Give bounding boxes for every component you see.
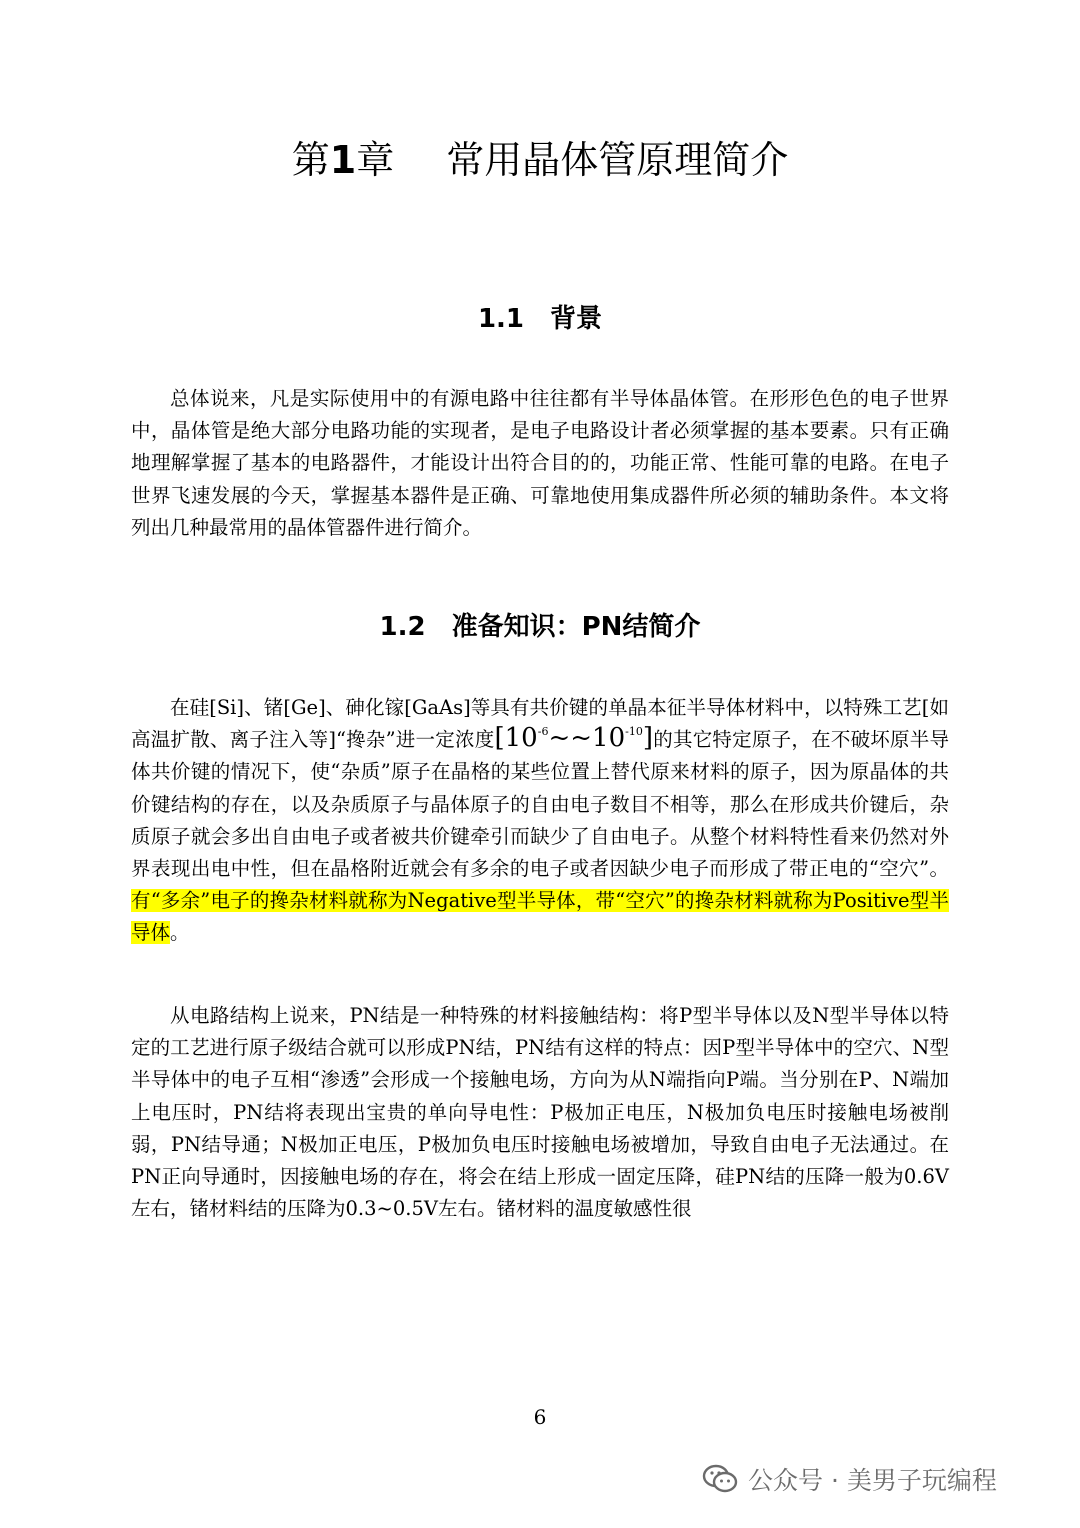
watermark [702, 1459, 997, 1499]
chapter-prefix: 第 [291, 138, 330, 182]
section-heading-1-1 [0, 301, 1080, 337]
chapter-title [0, 132, 1080, 188]
chapter-number: 1 [329, 138, 357, 182]
section-title: 准备知识：PN结简介 [451, 612, 701, 642]
wechat-icon [702, 1463, 738, 1495]
concentration-range: $[10^{-6}\sim\sim 10^{-10}]$ [494, 723, 653, 754]
section-title: 背景 [550, 304, 603, 334]
chapter-suffix: 章 [356, 138, 395, 182]
pn-paragraph-2: 从电路结构上说来，PN结是一种特殊的材料接触结构：将P型半导体以及N型半导体以特定的工艺进行原子级结合就可以形成PN结，PN结有这样的特点：因P型半导体中的空穴、N型半导体中的电子互相“渗透”会形成一个接触电场，方向为从N端指向P端。当分别在P、N端加上电压时，PN结将表现出宝贵的单向导电性：P极加正电压，N极加负电压时接触电场被削弱，PN结导通；N极加正电压，P极加负电压时接触电场被增加，导致自由电子无法通过。在PN正向导通时，因接触电场的存在，将会在结上形成一固定压降，硅PN结的压降一般为0.6V左右，锗材料结的压降为0.3~0.5V左右。锗材料的温度敏感性很 [131, 1004, 949, 1221]
section-heading-1-2 [0, 609, 1080, 645]
section-number: 1.1 [477, 304, 525, 334]
chapter-name: 常用晶体管原理简介 [446, 138, 789, 182]
watermark-text: 公众号 · 美男子玩编程 [748, 1466, 997, 1495]
highlighted-definition: 有“多余”电子的搀杂材料就称为Negative型半导体，带“空穴”的搀杂材料就称为Positive型半导体 [131, 889, 949, 945]
text-before-range: 在硅[Si]、锗[Ge]、砷化镓[GaAs]等具有共价键的单晶本征半导体材料中，以特殊工艺[如高温扩散、离子注入等]“搀杂”进一定浓度 [131, 696, 949, 752]
section-number: 1.2 [379, 612, 426, 642]
page-number: 6 [533, 1405, 547, 1429]
pn-paragraph-1: 在硅[Si]、锗[Ge]、砷化镓[GaAs]等具有共价键的单晶本征半导体材料中，以特殊工艺[如高温扩散、离子注入等]“搀杂”进一定浓度$[10^{-6}\sim\sim 10^{-10}]$的其它特定原子，在不破坏原半导体共价键的情况下，使“杂质”原子在晶格的某些位置上替代原来材料的原子，因为原晶体的共价键结构的存在，以及杂质原子与晶体原子的自由电子数目不相等，那么在形成共价键后，杂质原子就会多出自由电子或者被共价键牵引而缺少了自由电子。从整个材料特性看来仍然对外界表现出电中性，但在晶格附近就会有多余的电子或者因缺少电子而形成了带正电的“空穴”。有“多余”电子的搀杂材料就称为Negative型半导体，带“空穴”的搀杂材料就称为Positive型半导体。 [131, 696, 949, 945]
text-after-range: 的其它特定原子，在不破坏原半导体共价键的情况下，使“杂质”原子在晶格的某些位置上替代原来材料的原子，因为原晶体的共价键结构的存在，以及杂质原子与晶体原子的自由电子数目不相等，那么在形成共价键后，杂质原子就会多出自由电子或者被共价键牵引而缺少了自由电子。从整个材料特性看来仍然对外界表现出电中性，但在晶格附近就会有多余的电子或者因缺少电子而形成了带正电的“空穴”。 [131, 728, 949, 881]
background-paragraph: 总体说来，凡是实际使用中的有源电路中往往都有半导体晶体管。在形形色色的电子世界中，晶体管是绝大部分电路功能的实现者，是电子电路设计者必须掌握的基本要素。只有正确地理解掌握了基本的电路器件，才能设计出符合目的的，功能正常、性能可靠的电路。在电子世界飞速发展的今天，掌握基本器件是正确、可靠地使用集成器件所必须的辅助条件。本文将列出几种最常用的晶体管器件进行简介。 [131, 387, 949, 539]
